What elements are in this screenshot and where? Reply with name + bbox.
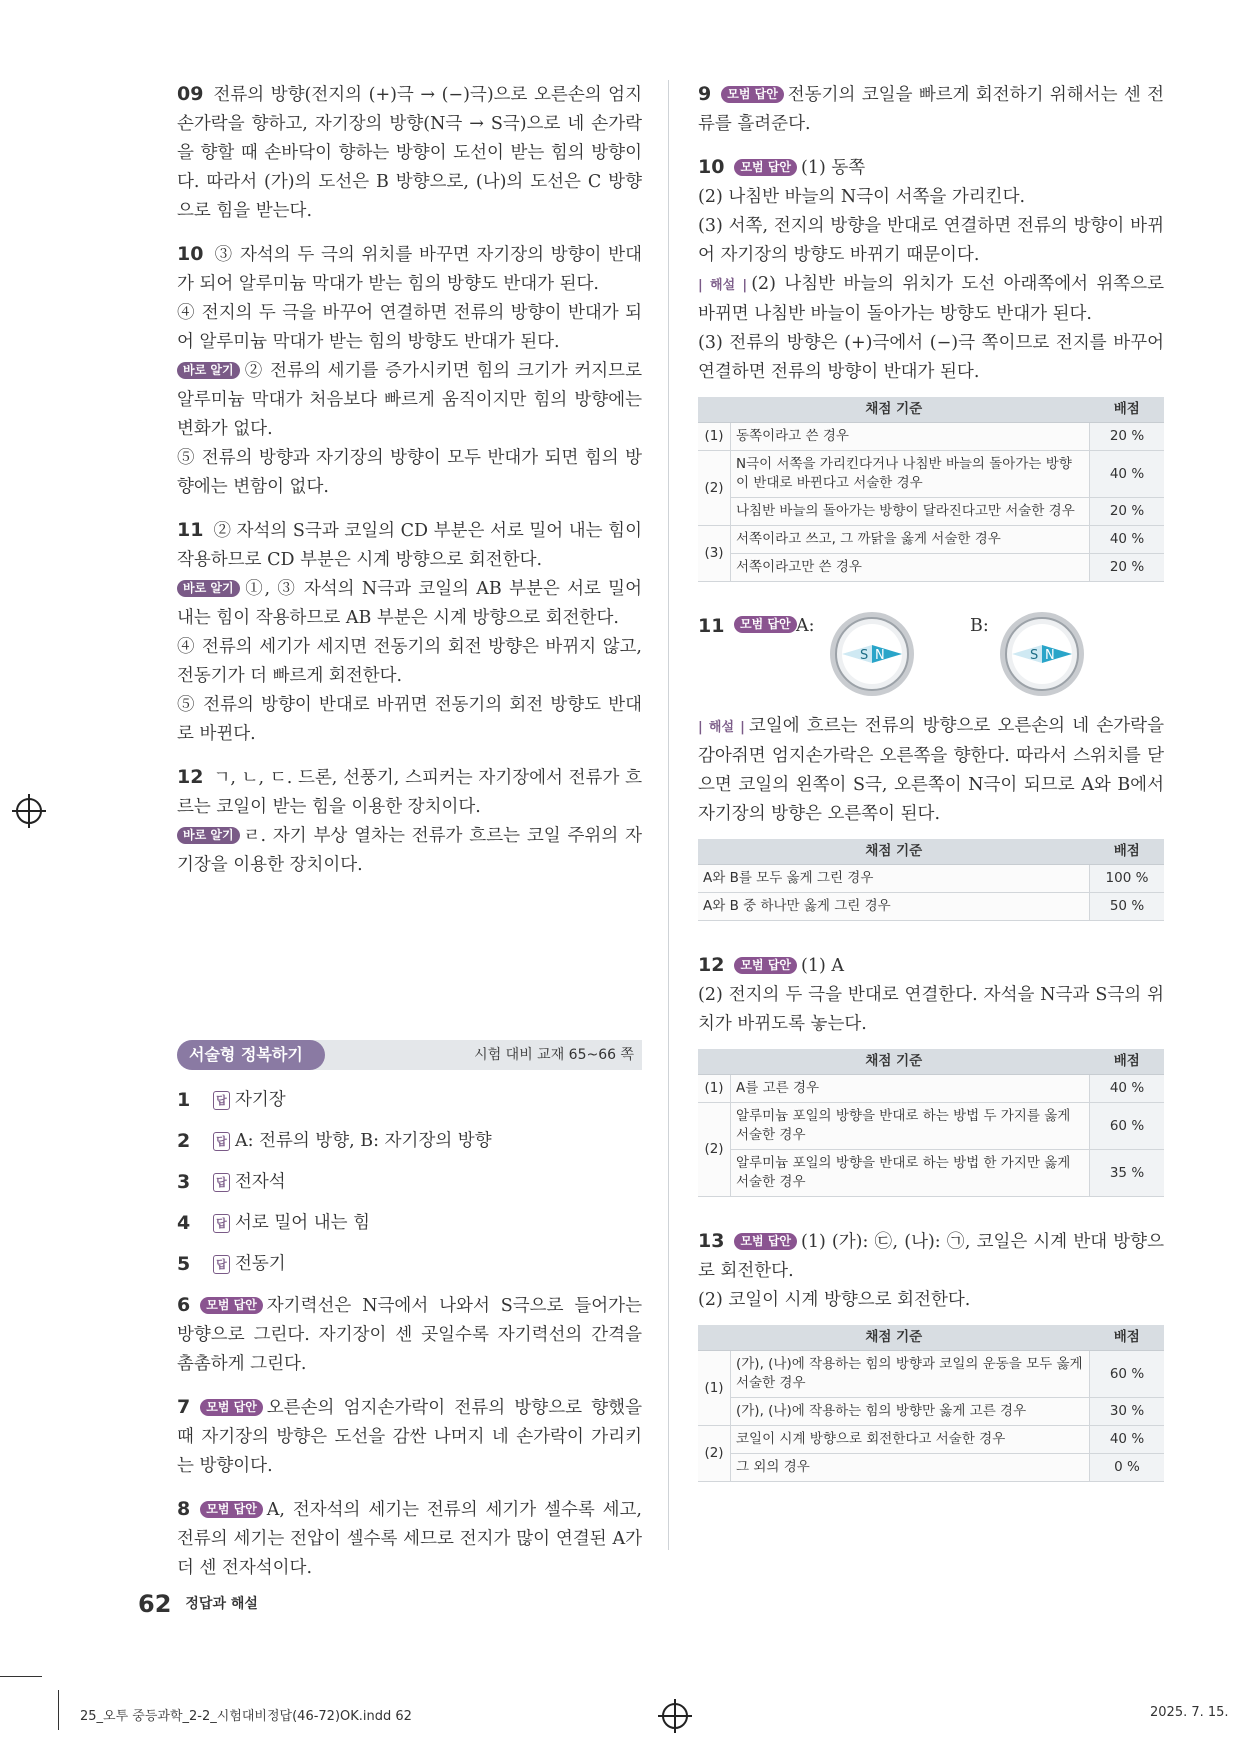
model-answer-tag: 모범 답안 [734,957,797,974]
table-row: (2) N극이 서쪽을 가리킨다거나 나침반 바늘의 돌아가는 방향이 반대로 바뀐다고 서술한 경우 40 % [698,451,1164,498]
model-answer-tag: 모범 답안 [200,1399,263,1416]
file-info: 25_오투 중등과학_2-2_시험대비정답(46-72)OK.indd 62 [80,1709,412,1724]
answer-mark-icon: 답 [213,1091,230,1110]
model-answer-tag: 모범 답안 [734,616,797,633]
model-answer-tag: 모범 답안 [734,1233,797,1250]
answer-r9: 9 모범 답안 전동기의 코일을 빠르게 회전하기 위해서는 센 전류를 흘려준다. [698,83,1164,134]
answer-r13: 13 모범 답안 (1) (가): ㉢, (나): ㉠, 코일은 시계 반대 방향으로 회전한다. (2) 코일이 시계 방향으로 회전한다. [698,1230,1164,1310]
table-row: (2) 알루미늄 포일의 방향을 반대로 하는 방법 두 가지를 옳게 서술한 경우 60 % [698,1103,1164,1150]
scoring-table-12: 채점 기준 배점 (1) A를 고른 경우 40 % (2) 알루미늄 포일의 방향을 반대로 하는 방법 두 가지를 옳게 서술한 경우 60 % 알루미늄 포일의 방향을 반대로 하는 방법 한 가지만 옳게 서술한 경우 35 % [698,1049,1164,1197]
page-footer [138,1590,258,1618]
left-column [177,80,642,1597]
short-answer-1: 1 답 자기장 [177,1089,286,1111]
short-answer-3: 3 답 전자석 [177,1171,286,1193]
scoring-table-10: 채점 기준 배점 (1) 동쪽이라고 쓴 경우 20 % (2) N극이 서쪽을 가리킨다거나 나침반 바늘의 돌아가는 방향이 반대로 바뀐다고 서술한 경우 40 % 나침반 바늘의 돌아가는 방향이 달라진다고만 서술한 경우 20 % (3) 서쪽이라고 쓰고, 그 까닭을 옳게 서술한 경우 40 % 서쪽이라고만 쓴 경우 20 % [698,397,1164,582]
svg-text:N: N [1045,648,1055,663]
table-row: A와 B 중 하나만 옳게 그린 경우 50 % [698,893,1164,921]
svg-text:S: S [860,648,869,663]
table-row: (가), (나)에 작용하는 힘의 방향만 옳게 고른 경우 30 % [698,1398,1164,1426]
compass-b-icon [998,610,1086,698]
print-date: 2025. 7. 15. [1150,1705,1229,1720]
answer-09: 09 전류의 방향(전지의 (+)극 → (−)극)으로 오른손의 엄지손가락을 향하고, 자기장의 방향(N극 → S극)으로 네 손가락을 향할 때 손바닥이 향하는 방향이 도선이 받는 힘의 방향이다. 따라서 (가)의 도선은 B 방향으로, (나)의 도선은 C 방향으로 힘을 받는다. [177,83,642,221]
correction-tag: 바로 알기 [177,580,240,597]
table-row: 서쪽이라고만 쓴 경우 20 % [698,554,1164,582]
svg-text:S: S [1030,648,1039,663]
answer-mark-icon: 답 [213,1132,230,1151]
table-row: 나침반 바늘의 돌아가는 방향이 달라진다고만 서술한 경우 20 % [698,498,1164,526]
column-divider [668,80,669,1550]
compass-a-icon [828,610,916,698]
answer-12: 12 ㄱ, ㄴ, ㄷ. 드론, 선풍기, 스피커는 자기장에서 전류가 흐르는 코일이 받는 힘을 이용한 장치이다. 바로 알기 ㄹ. 자기 부상 열차는 전류가 흐르는 코일 주위의 자기장을 이용한 장치이다. [177,766,642,875]
svg-text:N: N [875,648,885,663]
table-row: 알루미늄 포일의 방향을 반대로 하는 방법 한 가지만 옳게 서술한 경우 35 % [698,1150,1164,1197]
answer-10: 10 ③ 자석의 두 극의 위치를 바꾸면 자기장의 방향이 반대가 되어 알루미늄 막대가 받는 힘의 방향도 반대가 된다. ④ 전지의 두 극을 바꾸어 연결하면 전류의 방향이 반대가 되어 알루미늄 막대가 받는 힘의 방향도 반대가 된다. 바로 알기 ② 전류의 세기를 증가시키면 힘의 크기가 커지므로 알루미늄 막대가 처음보다 빠르게 움직이지만 힘의 방향에는 변화가 없다. ⑤ 전류의 방향과 자기장의 방향이 모두 반대가 되면 힘의 방향에는 변함이 없다. [177,243,642,497]
model-answer-tag: 모범 답안 [734,159,797,176]
table-row: (1) (가), (나)에 작용하는 힘의 방향과 코일의 운동을 모두 옳게 서술한 경우 60 % [698,1351,1164,1398]
answer-r12: 12 모범 답안 (1) A (2) 전지의 두 극을 반대로 연결한다. 자석을 N극과 S극의 위치가 바뀌도록 놓는다. [698,954,1164,1034]
table-row: 그 외의 경우 0 % [698,1454,1164,1482]
answer-8: 8 모범 답안 A, 전자석의 세기는 전류의 세기가 셀수록 세고, 전류의 세기는 전압이 셀수록 세므로 전지가 많이 연결된 A가 더 센 전자석이다. [177,1498,642,1578]
page-number: 62 [138,1590,172,1618]
model-answer-tag: 모범 답안 [200,1501,263,1518]
crop-mark [0,1676,42,1677]
short-answer-2: 2 답 A: 전류의 방향, B: 자기장의 방향 [177,1130,492,1152]
answer-r11: 11 모범 답안 A: S N B: S N [698,612,1164,712]
explanation-label: | 해설 | [698,278,748,293]
table-row: (3) 서쪽이라고 쓰고, 그 까닭을 옳게 서술한 경우 40 % [698,526,1164,554]
model-answer-tag: 모범 답안 [200,1297,263,1314]
short-answer-5: 5 답 전동기 [177,1253,286,1275]
answer-7: 7 모범 답안 오른손의 엄지손가락이 전류의 방향으로 향했을 때 자기장의 방향은 도선을 감싼 나머지 네 손가락이 가리키는 방향이다. [177,1396,642,1476]
scoring-table-11: 채점 기준 배점 A와 B를 모두 옳게 그린 경우 100 % A와 B 중 하나만 옳게 그린 경우 50 % [698,839,1164,921]
section-header [177,1040,642,1070]
answer-11: 11 ② 자석의 S극과 코일의 CD 부분은 서로 밀어 내는 힘이 작용하므로 CD 부분은 시계 방향으로 회전한다. 바로 알기 ①, ③ 자석의 N극과 코일의 AB 부분은 서로 밀어 내는 힘이 작용하므로 AB 부분은 시계 방향으로 회전한다. ④ 전류의 세기가 세지면 전동기의 회전 방향은 바뀌지 않고, 전동기가 더 빠르게 회전한다. ⑤ 전류의 방향이 반대로 바뀌면 전동기의 회전 방향도 반대로 바뀐다. [177,519,642,744]
right-column [698,80,1164,1512]
correction-tag: 바로 알기 [177,362,240,379]
answer-mark-icon: 답 [213,1255,230,1274]
answer-mark-icon: 답 [213,1214,230,1233]
section-title: 서술형 정복하기 [177,1040,325,1070]
table-row: (1) A를 고른 경우 40 % [698,1075,1164,1103]
answer-mark-icon: 답 [213,1173,230,1192]
correction-tag: 바로 알기 [177,827,240,844]
registration-mark-icon [662,1703,688,1729]
registration-mark-icon [16,798,42,824]
answer-r10: 10 모범 답안 (1) 동쪽 (2) 나침반 바늘의 N극이 서쪽을 가리킨다. (3) 서쪽, 전지의 방향을 반대로 연결하면 전류의 방향이 바뀌어 자기장의 방향도 바뀌기 때문이다. | 해설 | (2) 나침반 바늘의 위치가 도선 아래쪽에서 위쪽으로 바뀌면 나침반 바늘이 돌아가는 방향도 반대가 된다. (3) 전류의 방향은 (+)극에서 (−)극 쪽이므로 전지를 바꾸어 연결하면 전류의 방향이 반대가 된다. [698,156,1164,382]
model-answer-tag: 모범 답안 [721,86,784,103]
section-reference: 시험 대비 교재 65~66 쪽 [474,1047,634,1063]
table-row: A와 B를 모두 옳게 그린 경우 100 % [698,865,1164,893]
table-row: (2) 코일이 시계 방향으로 회전한다고 서술한 경우 40 % [698,1426,1164,1454]
answer-6: 6 모범 답안 자기력선은 N극에서 나와서 S극으로 들어가는 방향으로 그린다. 자기장이 센 곳일수록 자기력선의 간격을 촘촘하게 그린다. [177,1294,642,1374]
scoring-table-13: 채점 기준 배점 (1) (가), (나)에 작용하는 힘의 방향과 코일의 운동을 모두 옳게 서술한 경우 60 % (가), (나)에 작용하는 힘의 방향만 옳게 고른 경우 30 % (2) 코일이 시계 방향으로 회전한다고 서술한 경우 40 % 그 외의 경우 0 % [698,1325,1164,1482]
short-answer-4: 4 답 서로 밀어 내는 힘 [177,1212,371,1234]
footer-title: 정답과 해설 [185,1596,258,1612]
crop-mark [58,1690,59,1730]
table-row: (1) 동쪽이라고 쓴 경우 20 % [698,423,1164,451]
explanation-label: | 해설 | [698,720,745,735]
explanation-11: | 해설 | 코일에 흐르는 전류의 방향으로 오른손의 네 손가락을 감아쥐면 엄지손가락은 오른쪽을 향한다. 따라서 스위치를 닫으면 코일의 왼쪽이 S극, 오른쪽이 N극이 되므로 A와 B에서 자기장의 방향은 오른쪽이 된다. [698,716,1164,824]
